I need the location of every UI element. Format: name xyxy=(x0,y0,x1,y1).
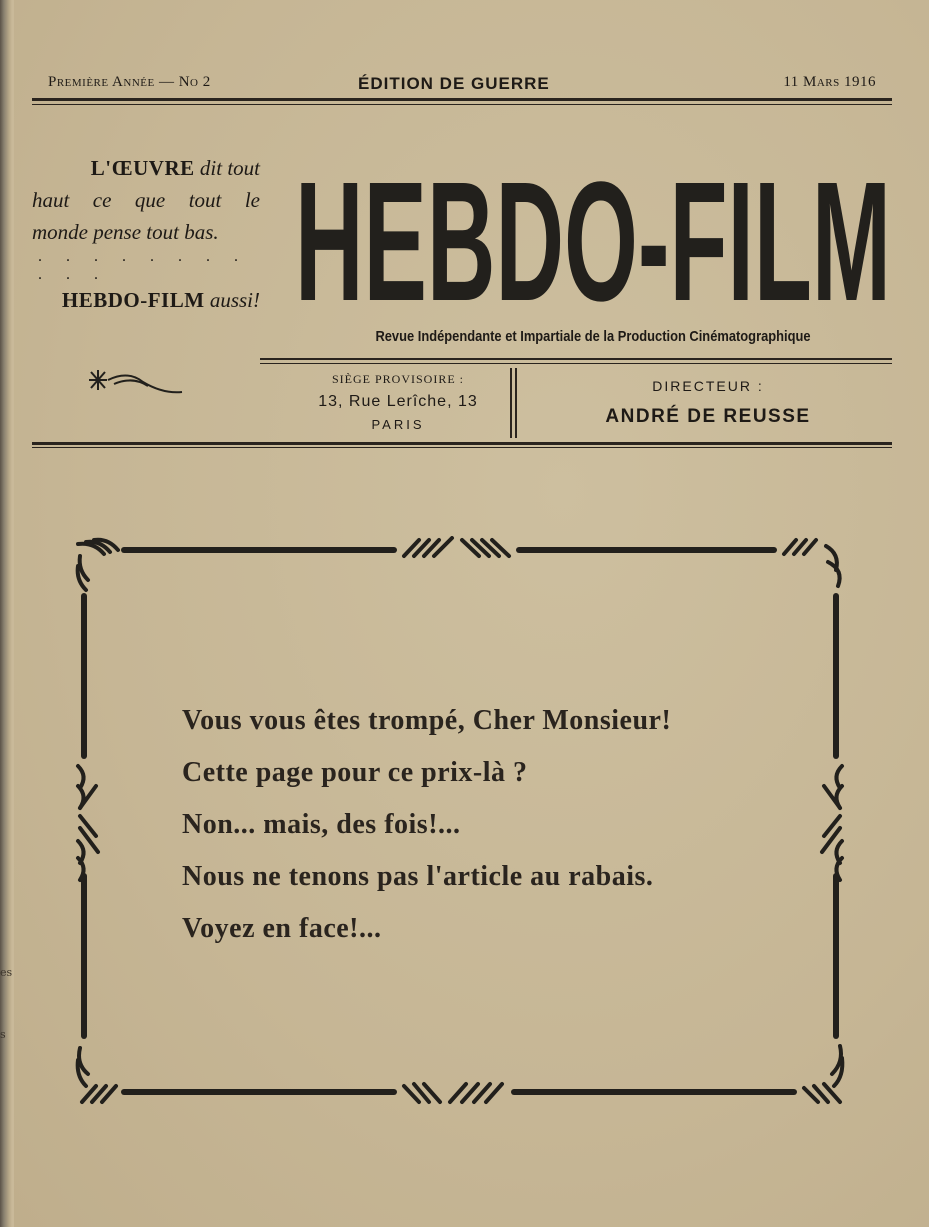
issue-number: Première Année — No 2 xyxy=(48,74,211,90)
notice-text xyxy=(182,695,802,955)
binding-mark: es xyxy=(0,966,13,979)
notice-line-3: Non... mais, des fois!... xyxy=(182,809,461,840)
flourish-ornament xyxy=(88,366,188,401)
motto-line-1 xyxy=(32,152,260,184)
motto-dots: . . . . . . . . . . . xyxy=(38,248,248,283)
address-street: 13, Rue Lerîche, 13 xyxy=(318,393,478,410)
footer-rule-thin xyxy=(32,447,892,448)
motto-brand-oeuvre: L'ŒUVRE xyxy=(90,156,195,180)
page xyxy=(14,0,929,1227)
header-rule xyxy=(32,98,892,101)
motto xyxy=(32,152,260,316)
director-name: ANDRÉ DE REUSSE xyxy=(605,406,811,427)
masthead-rule-thin xyxy=(260,363,892,364)
issue-date: 11 Mars 1916 xyxy=(783,74,876,90)
notice-line-1: Vous vous êtes trompé, Cher Monsieur! xyxy=(182,705,672,736)
motto-line-3: monde pense tout bas. xyxy=(32,220,219,244)
notice-line-2: Cette page pour ce prix-là ? xyxy=(182,757,528,788)
motto-brand-hebdo: HEBDO-FILM xyxy=(61,288,205,312)
address-label: SIÈGE PROVISOIRE : xyxy=(331,372,464,386)
flourish-icon xyxy=(88,366,188,396)
footer-rule xyxy=(32,442,892,445)
binding-mark: s xyxy=(0,1028,6,1041)
header-rule-thin xyxy=(32,104,892,105)
edition-label: ÉDITION DE GUERRE xyxy=(358,74,550,93)
notice-line-5: Voyez en face!... xyxy=(182,913,382,944)
notice-line-4: Nous ne tenons pas l'article au rabais. xyxy=(182,861,654,892)
address-block xyxy=(276,372,520,432)
column-divider xyxy=(515,368,517,438)
motto-line-5-rest: aussi! xyxy=(209,288,260,312)
director-block xyxy=(544,378,872,428)
director-label: DIRECTEUR : xyxy=(652,378,764,394)
address-city: PARIS xyxy=(371,417,425,432)
binding-edge xyxy=(0,0,12,1227)
masthead-title-graphic xyxy=(292,140,894,320)
header-line xyxy=(32,66,892,96)
motto-line-1-rest: dit tout xyxy=(199,156,260,180)
masthead-subtitle: Revue Indépendante et Impartiale de la Production Cinématographique xyxy=(375,328,811,345)
masthead-rule xyxy=(260,358,892,360)
motto-line-2: haut ce que tout le xyxy=(32,188,260,212)
masthead xyxy=(292,140,894,320)
masthead-title: HEBDO-FILM xyxy=(295,147,891,320)
motto-line-5 xyxy=(32,284,260,316)
column-divider xyxy=(510,368,512,438)
